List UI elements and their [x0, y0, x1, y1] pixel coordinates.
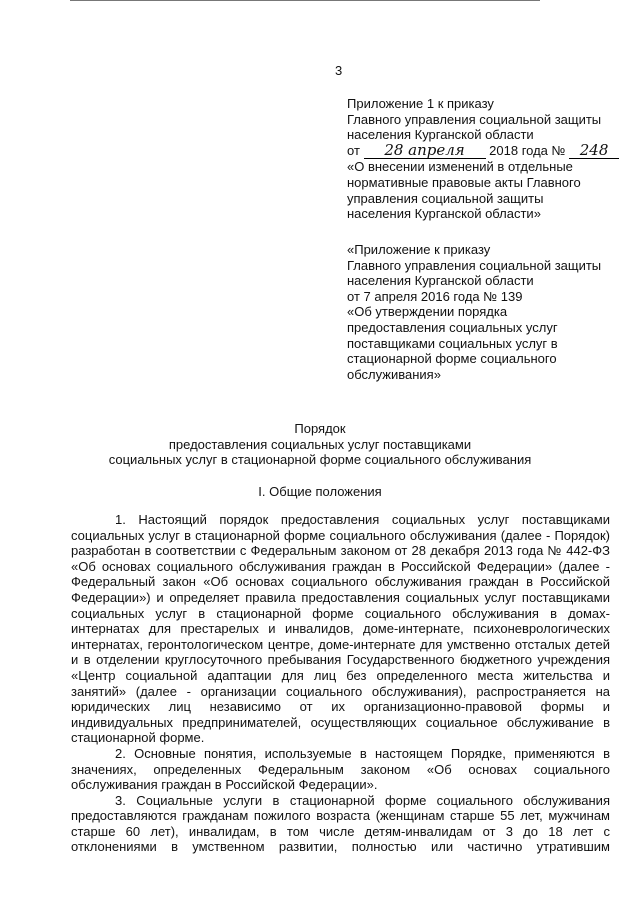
paragraph-3 — [71, 793, 610, 855]
date-underline — [364, 140, 486, 160]
date-suffix: 2018 года № — [489, 142, 566, 158]
appendix-2-line-6: предоставления социальных услуг — [347, 319, 558, 335]
appendix-2-line-8: стационарной форме социального — [347, 351, 557, 367]
p1-line: стационарной форме. — [71, 730, 205, 746]
date-prefix: от — [347, 142, 360, 158]
appendix-2-line-9: обслуживания» — [347, 366, 441, 382]
handwritten-number: 248 — [579, 140, 609, 159]
page-top-edge-line — [70, 0, 540, 1]
p1-line: «Об основах социального обслуживания граждан в Российской Федерации» (далее - — [71, 558, 610, 574]
appendix-2-line-1: «Приложение к приказу — [347, 242, 491, 257]
appendix-1-date-line — [347, 140, 619, 160]
p1-line: разработан в соответствии с Федеральным законом от 28 декабря 2013 года № 442-ФЗ — [71, 543, 610, 559]
p3-line: старше 60 лет), инвалидам, в том числе детям-инвалидам от 3 до 18 лет с — [71, 823, 610, 839]
document-body — [71, 512, 610, 855]
appendix-2-line-5: «Об утверждении порядка — [347, 304, 508, 320]
appendix-1-line-2: Главного управления социальной защиты — [347, 111, 602, 127]
p3-line: предоставляются гражданам пожилого возраста (женщинам старше 55 лет, мужчинам — [71, 808, 610, 824]
p3-line: отклонениями в умственном развитии, полностью или частично утратившим — [71, 839, 610, 855]
appendix-1-header — [347, 96, 619, 222]
title-line-2: предоставления социальных услуг поставщиками — [168, 436, 472, 452]
p1-line: занятий» (далее - организации социального обслуживания), распространяется на — [71, 683, 610, 699]
p1-line: 1. Настоящий порядок предоставления социальных услуг поставщиками — [115, 512, 610, 527]
p3-line: 3. Социальные услуги в стационарной форме социального обслуживания — [115, 792, 610, 808]
p2-line: обслуживания граждан в Российской Федерации». — [71, 777, 378, 793]
p2-line: значениях, определенных Федеральным законом «Об основах социального — [71, 761, 610, 777]
p1-line: социальных услуг в стационарной форме социального обслуживания (далее - Порядок) — [71, 527, 610, 543]
p1-line: интернатах для престарелых и инвалидов, доме-интернате, психоневрологических — [71, 621, 610, 637]
p1-line: Федерации») и определяет правила предоставления социальных услуг поставщиками — [71, 589, 610, 605]
number-underline — [569, 140, 619, 160]
title-line-3: социальных услуг в стационарной форме социального обслуживания — [108, 452, 532, 468]
appendix-2-header — [347, 242, 601, 382]
p1-line: и в отделении круглосуточного пребывания Государственного бюджетного учреждения — [71, 652, 610, 668]
p2-line: 2. Основные понятия, используемые в настоящем Порядке, применяются в — [115, 745, 610, 761]
appendix-1-line-6: нормативные правовые акты Главного — [347, 174, 581, 190]
paragraph-1 — [71, 512, 610, 746]
page-number: 3 — [335, 63, 343, 78]
title-line-1: Порядок — [294, 421, 346, 436]
section-heading: I. Общие положения — [258, 484, 382, 499]
p1-line: Федеральный закон «Об основах социального обслуживания граждан в Российской — [71, 574, 610, 590]
appendix-2-line-2: Главного управления социальной защиты — [347, 257, 602, 273]
appendix-1-line-1: Приложение 1 к приказу — [347, 96, 494, 111]
appendix-1-line-3: населения Курганской области — [347, 127, 534, 143]
p1-line: «Центр социальной адаптации для лиц без определенного места жительства и — [71, 667, 610, 683]
appendix-2-line-4: от 7 апреля 2016 года № 139 — [347, 288, 523, 304]
appendix-2-line-7: поставщиками социальных услуг в — [347, 335, 558, 351]
appendix-2-line-3: населения Курганской области — [347, 273, 534, 289]
p1-line: юридических лиц независимо от их организационно-правовой формы и — [71, 699, 610, 715]
p1-line: интернатах, геронтологическом центре, доме-интернате для умственно отсталых детей — [71, 636, 610, 652]
p1-line: индивидуальных предпринимателей, осуществляющих социальное обслуживание в — [71, 714, 610, 730]
appendix-1-line-7: управления социальной защиты — [347, 190, 544, 206]
appendix-1-line-8: населения Курганской области» — [347, 206, 541, 222]
p1-line: социальных услуг в стационарной форме социального обслуживания в домах- — [71, 605, 610, 621]
document-title — [0, 421, 640, 468]
appendix-1-line-5: «О внесении изменений в отдельные — [347, 159, 573, 175]
paragraph-2 — [71, 746, 610, 793]
handwritten-date: 28 апреля — [384, 140, 465, 159]
